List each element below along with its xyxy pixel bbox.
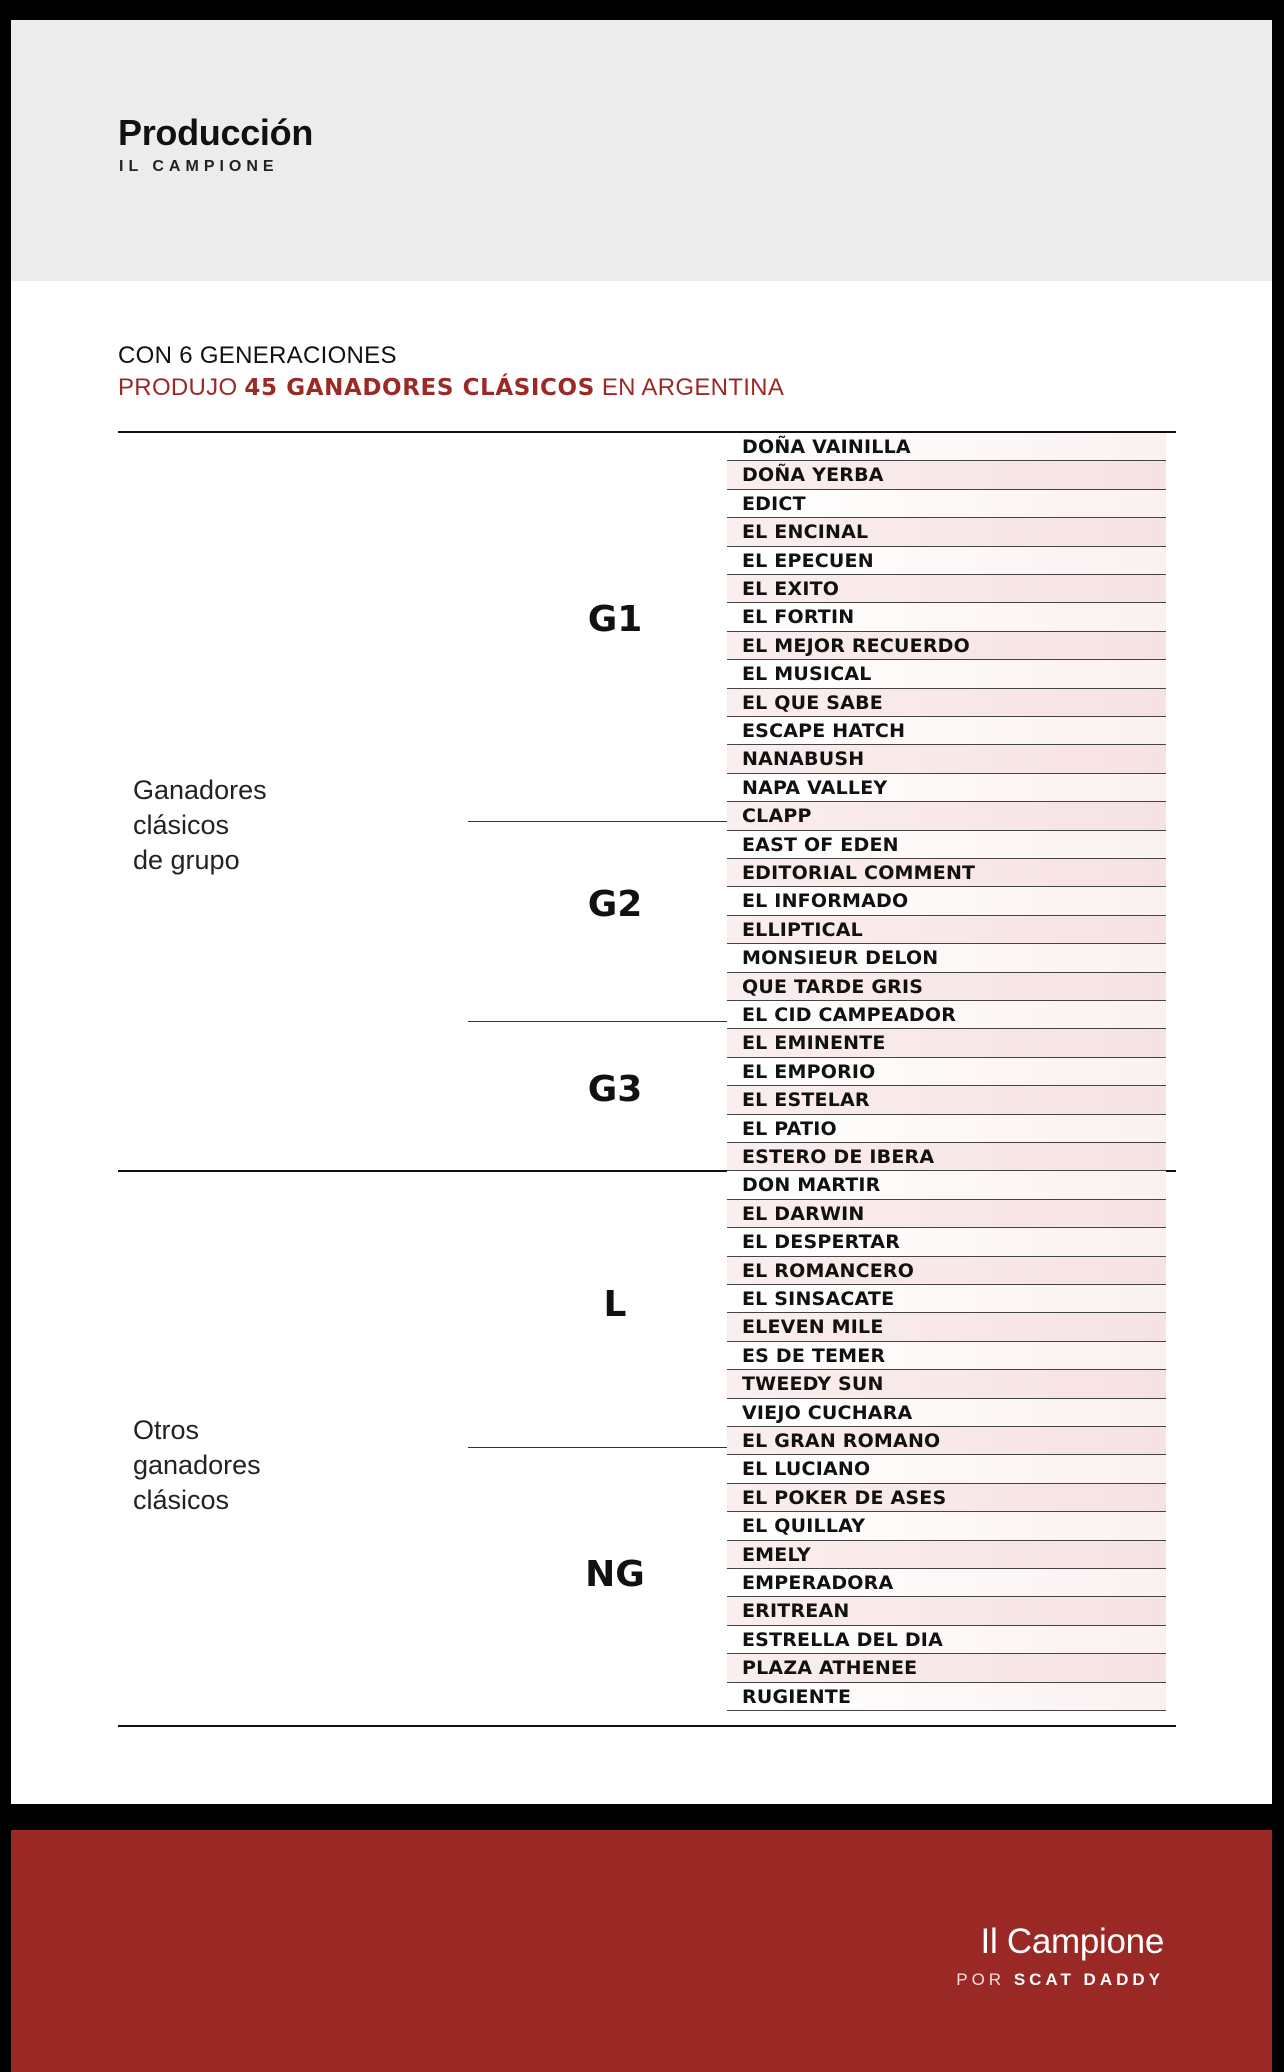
brand-sire-name: SCAT DADDY	[1013, 1970, 1164, 1989]
category-other-winners	[133, 1413, 261, 1518]
horse-row: DOÑA VAINILLA	[727, 433, 1166, 461]
category-label-line: Otros	[133, 1415, 200, 1445]
horse-row: ESCAPE HATCH	[727, 717, 1166, 745]
horse-row: ELLIPTICAL	[727, 916, 1166, 944]
group-divider-g2-g3	[468, 1021, 727, 1022]
grade-l: L	[603, 1284, 627, 1325]
horse-row: EL INFORMADO	[727, 887, 1166, 915]
horse-row: NANABUSH	[727, 745, 1166, 773]
category-label-line: ganadores	[133, 1450, 261, 1480]
horse-row: EL LUCIANO	[727, 1455, 1166, 1483]
horse-row: ERITREAN	[727, 1597, 1166, 1625]
production-card	[11, 20, 1272, 1804]
horse-row: VIEJO CUCHARA	[727, 1399, 1166, 1427]
table-bottom-rule	[118, 1725, 1176, 1727]
horse-row: EL SINSACATE	[727, 1285, 1166, 1313]
grade-ng: NG	[585, 1554, 645, 1595]
footer-banner	[11, 1830, 1272, 2072]
horse-row: EL FORTIN	[727, 603, 1166, 631]
headline-count: 45 GANADORES CLÁSICOS	[244, 375, 595, 401]
category-label-line: clásicos	[133, 1485, 230, 1515]
horse-row: EAST OF EDEN	[727, 831, 1166, 859]
page-title: Producción	[118, 112, 314, 153]
horse-row: ES DE TEMER	[727, 1342, 1166, 1370]
horse-row: EL EPECUEN	[727, 547, 1166, 575]
horse-row: EL GRAN ROMANO	[727, 1427, 1166, 1455]
horse-row: EL DESPERTAR	[727, 1228, 1166, 1256]
horse-row: EL EXITO	[727, 575, 1166, 603]
horse-row: NAPA VALLEY	[727, 774, 1166, 802]
horse-row: EL ENCINAL	[727, 518, 1166, 546]
horse-row: EL EMINENTE	[727, 1029, 1166, 1057]
horse-row: EL MEJOR RECUERDO	[727, 632, 1166, 660]
horse-row: EL ROMANCERO	[727, 1257, 1166, 1285]
category-label-line: Ganadores	[133, 775, 267, 805]
horse-row: QUE TARDE GRIS	[727, 973, 1166, 1001]
horse-row: ELEVEN MILE	[727, 1313, 1166, 1341]
horse-row: PLAZA ATHENEE	[727, 1654, 1166, 1682]
horse-row: EL DARWIN	[727, 1200, 1166, 1228]
grade-g2: G2	[587, 884, 643, 925]
horse-row: EL POKER DE ASES	[727, 1484, 1166, 1512]
horse-row: CLAPP	[727, 802, 1166, 830]
headline-prefix: PRODUJO	[118, 374, 238, 401]
group-divider-l-ng	[468, 1447, 727, 1448]
horse-row: MONSIEUR DELON	[727, 944, 1166, 972]
horse-row: EL CID CAMPEADOR	[727, 1001, 1166, 1029]
horse-row: RUGIENTE	[727, 1683, 1166, 1711]
group-divider-g1-g2	[468, 821, 727, 822]
brand-name: Il Campione	[980, 1922, 1164, 1961]
horse-row: EDITORIAL COMMENT	[727, 859, 1166, 887]
horse-row: EMPERADORA	[727, 1569, 1166, 1597]
horse-row: EL ESTELAR	[727, 1086, 1166, 1114]
horse-row: EDICT	[727, 490, 1166, 518]
horse-row: ESTERO DE IBERA	[727, 1143, 1166, 1171]
brand-sire	[956, 1970, 1164, 1990]
headline-generations: CON 6 GENERACIONES	[118, 342, 397, 369]
horse-row: DON MARTIR	[727, 1171, 1166, 1199]
category-group-winners	[133, 773, 267, 878]
horse-row: EL QUE SABE	[727, 689, 1166, 717]
card-header	[11, 20, 1272, 281]
horse-row: DOÑA YERBA	[727, 461, 1166, 489]
horse-row: EL EMPORIO	[727, 1058, 1166, 1086]
horse-row: TWEEDY SUN	[727, 1370, 1166, 1398]
grade-g3: G3	[587, 1069, 643, 1110]
grade-g1: G1	[587, 599, 643, 640]
headline-winners	[118, 374, 784, 402]
category-label-line: de grupo	[133, 845, 240, 875]
page-subtitle: IL CAMPIONE	[119, 158, 279, 175]
horse-row: ESTRELLA DEL DIA	[727, 1626, 1166, 1654]
horse-row: EL PATIO	[727, 1115, 1166, 1143]
horse-row: EL QUILLAY	[727, 1512, 1166, 1540]
horse-row: EMELY	[727, 1541, 1166, 1569]
horse-row: EL MUSICAL	[727, 660, 1166, 688]
headline-suffix: EN ARGENTINA	[601, 374, 785, 401]
brand-by: POR	[956, 1970, 1006, 1989]
category-label-line: clásicos	[133, 810, 230, 840]
